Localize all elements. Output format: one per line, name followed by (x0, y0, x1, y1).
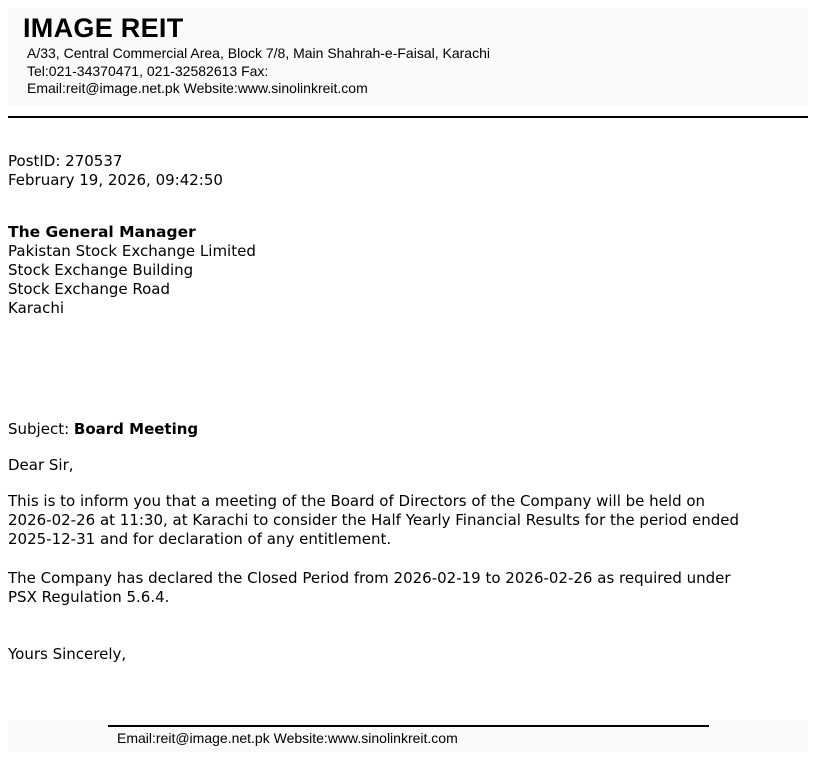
recipient-line-1: Pakistan Stock Exchange Limited (8, 242, 256, 260)
recipient-line-4: Karachi (8, 299, 65, 317)
company-contact: Email:reit@image.net.pk Website:www.sinolinkreit.com (27, 80, 368, 96)
paragraph-2-line-1: The Company has declared the Closed Period from 2026-02-19 to 2026-02-26 as required under (8, 569, 731, 587)
paragraph-1-line-3: 2025-12-31 and for declaration of any entitlement. (8, 530, 392, 548)
paragraph-1-line-2: 2026-02-26 at 11:30, at Karachi to consider the Half Yearly Financial Results for the period ended (8, 511, 739, 529)
company-name: IMAGE REIT (23, 13, 184, 43)
recipient-line-2: Stock Exchange Building (8, 261, 194, 279)
company-phone: Tel:021-34370471, 021-32582613 Fax: (27, 63, 269, 79)
footer-divider (108, 725, 709, 727)
post-id: PostID: 270537 (8, 152, 123, 170)
subject-line (8, 420, 198, 439)
salutation: Dear Sir, (8, 456, 74, 474)
footer-contact: Email:reit@image.net.pk Website:www.sinolinkreit.com (117, 730, 458, 746)
paragraph-1-line-1: This is to inform you that a meeting of the Board of Directors of the Company will be held on (8, 492, 706, 510)
letterhead-divider (8, 116, 808, 118)
closing: Yours Sincerely, (8, 645, 127, 663)
subject-label: Subject: (8, 420, 70, 438)
post-date: February 19, 2026, 09:42:50 (8, 171, 223, 189)
paragraph-2-line-2: PSX Regulation 5.6.4. (8, 588, 170, 606)
recipient-title: The General Manager (8, 223, 196, 241)
recipient-line-3: Stock Exchange Road (8, 280, 170, 298)
subject-text: Board Meeting (73, 420, 199, 438)
company-address: A/33, Central Commercial Area, Block 7/8, Main Shahrah-e-Faisal, Karachi (27, 45, 490, 61)
